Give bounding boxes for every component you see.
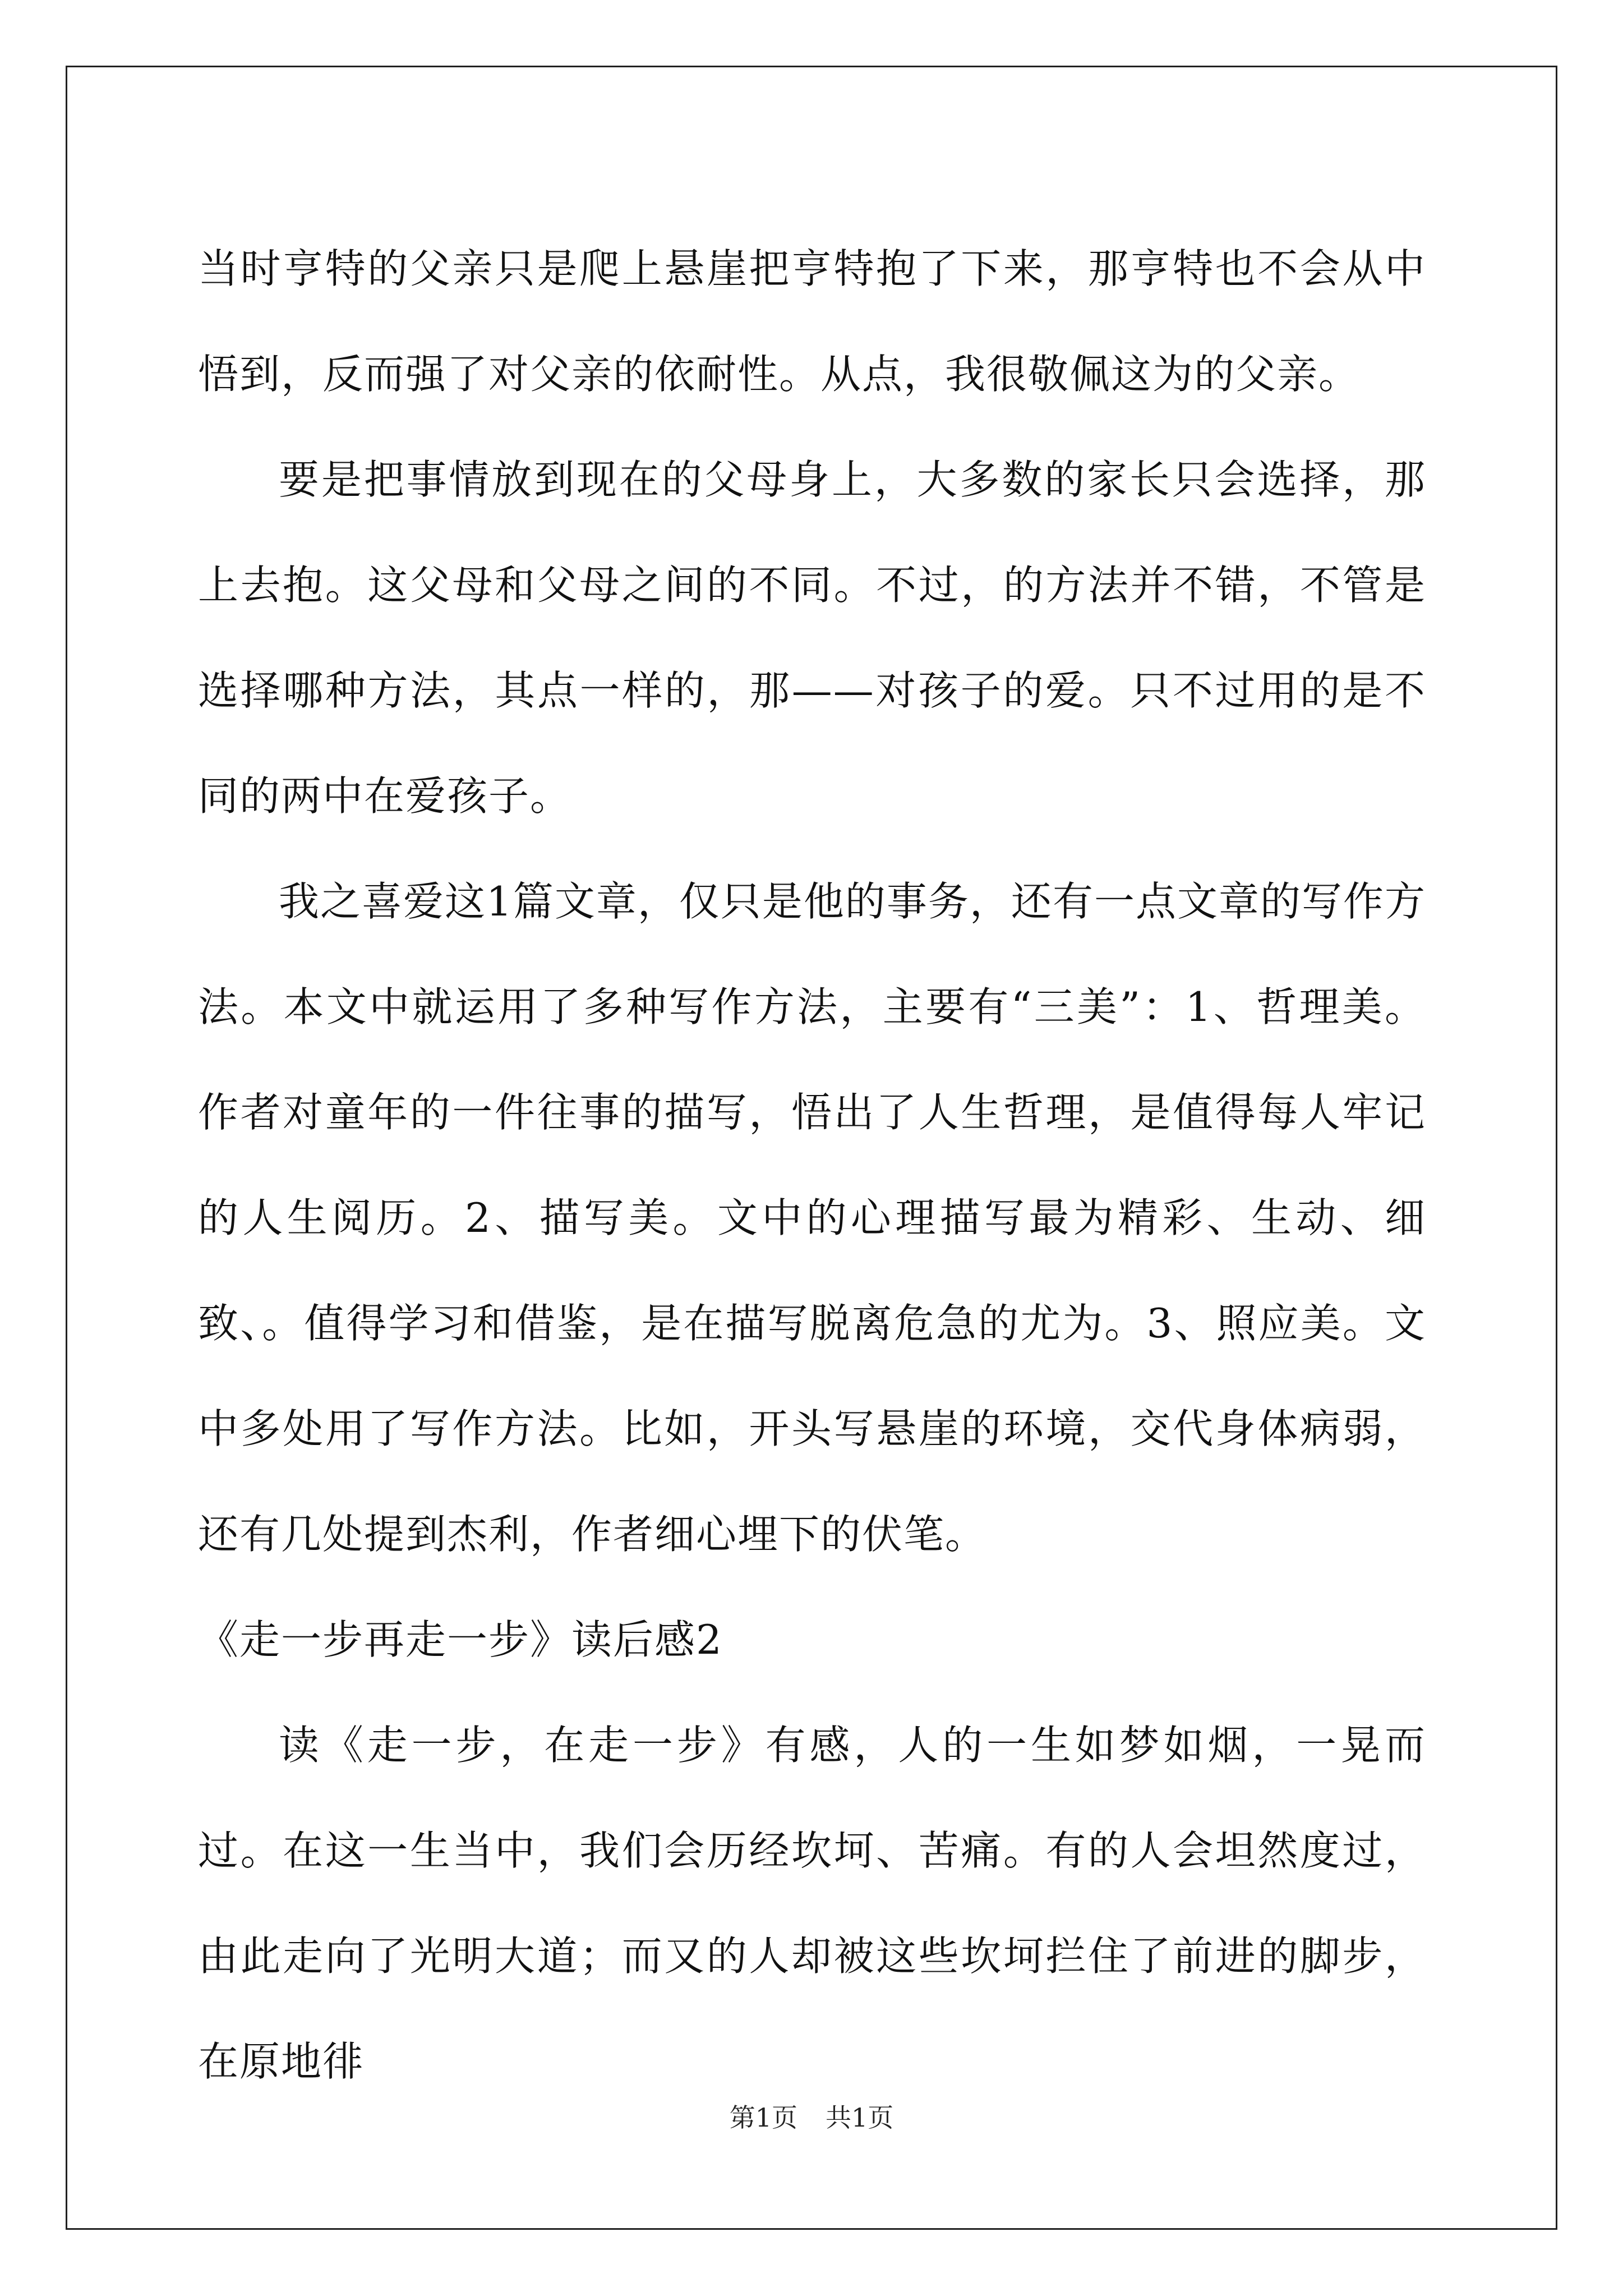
page-total: 共1页 <box>826 2102 894 2133</box>
section-heading: 《走一步再走一步》读后感2 <box>198 1616 723 1663</box>
paragraph-2: 要是把事情放到现在的父母身上，大多数的家长只会选择，那上去抱。这父母和父母之间的不同。不过，的方法并不错，不管是选择哪种方法，其点一样的，那——对孩子的爱。只不过用的是不同的两中在爱孩子。 <box>198 456 1426 820</box>
paragraph-3: 我之喜爱这1篇文章，仅只是他的事务，还有一点文章的写作方法。本文中就运用了多种写作方法，主要有“三美”：1、哲理美。作者对童年的一件往事的描写，悟出了人生哲理，是值得每人牢记的人生阅历。2、描写美。文中的心理描写最为精彩、生动、细致、。值得学习和借鉴，是在描写脱离危急的尤为。3、照应美。文中多处用了写作方法。比如，开头写悬崖的环境，交代身体病弱，还有几处提到杰利，作者细心埋下的伏笔。 <box>198 878 1426 1558</box>
page-number: 第1页 <box>729 2102 797 2133</box>
paragraph-4: 读《走一步，在走一步》有感，人的一生如梦如烟，一晃而过。在这一生当中，我们会历经坎坷、苦痛。有的人会坦然度过，由此走向了光明大道；而又的人却被这些坎坷拦住了前进的脚步，在原地徘 <box>198 1722 1426 2085</box>
paragraph-1: 当时亨特的父亲只是爬上悬崖把亨特抱了下来，那亨特也不会从中悟到，反而强了对父亲的依耐性。从点，我很敬佩这为的父亲。 <box>198 245 1426 398</box>
page-footer <box>0 2101 1623 2134</box>
document-body <box>198 216 1426 2114</box>
